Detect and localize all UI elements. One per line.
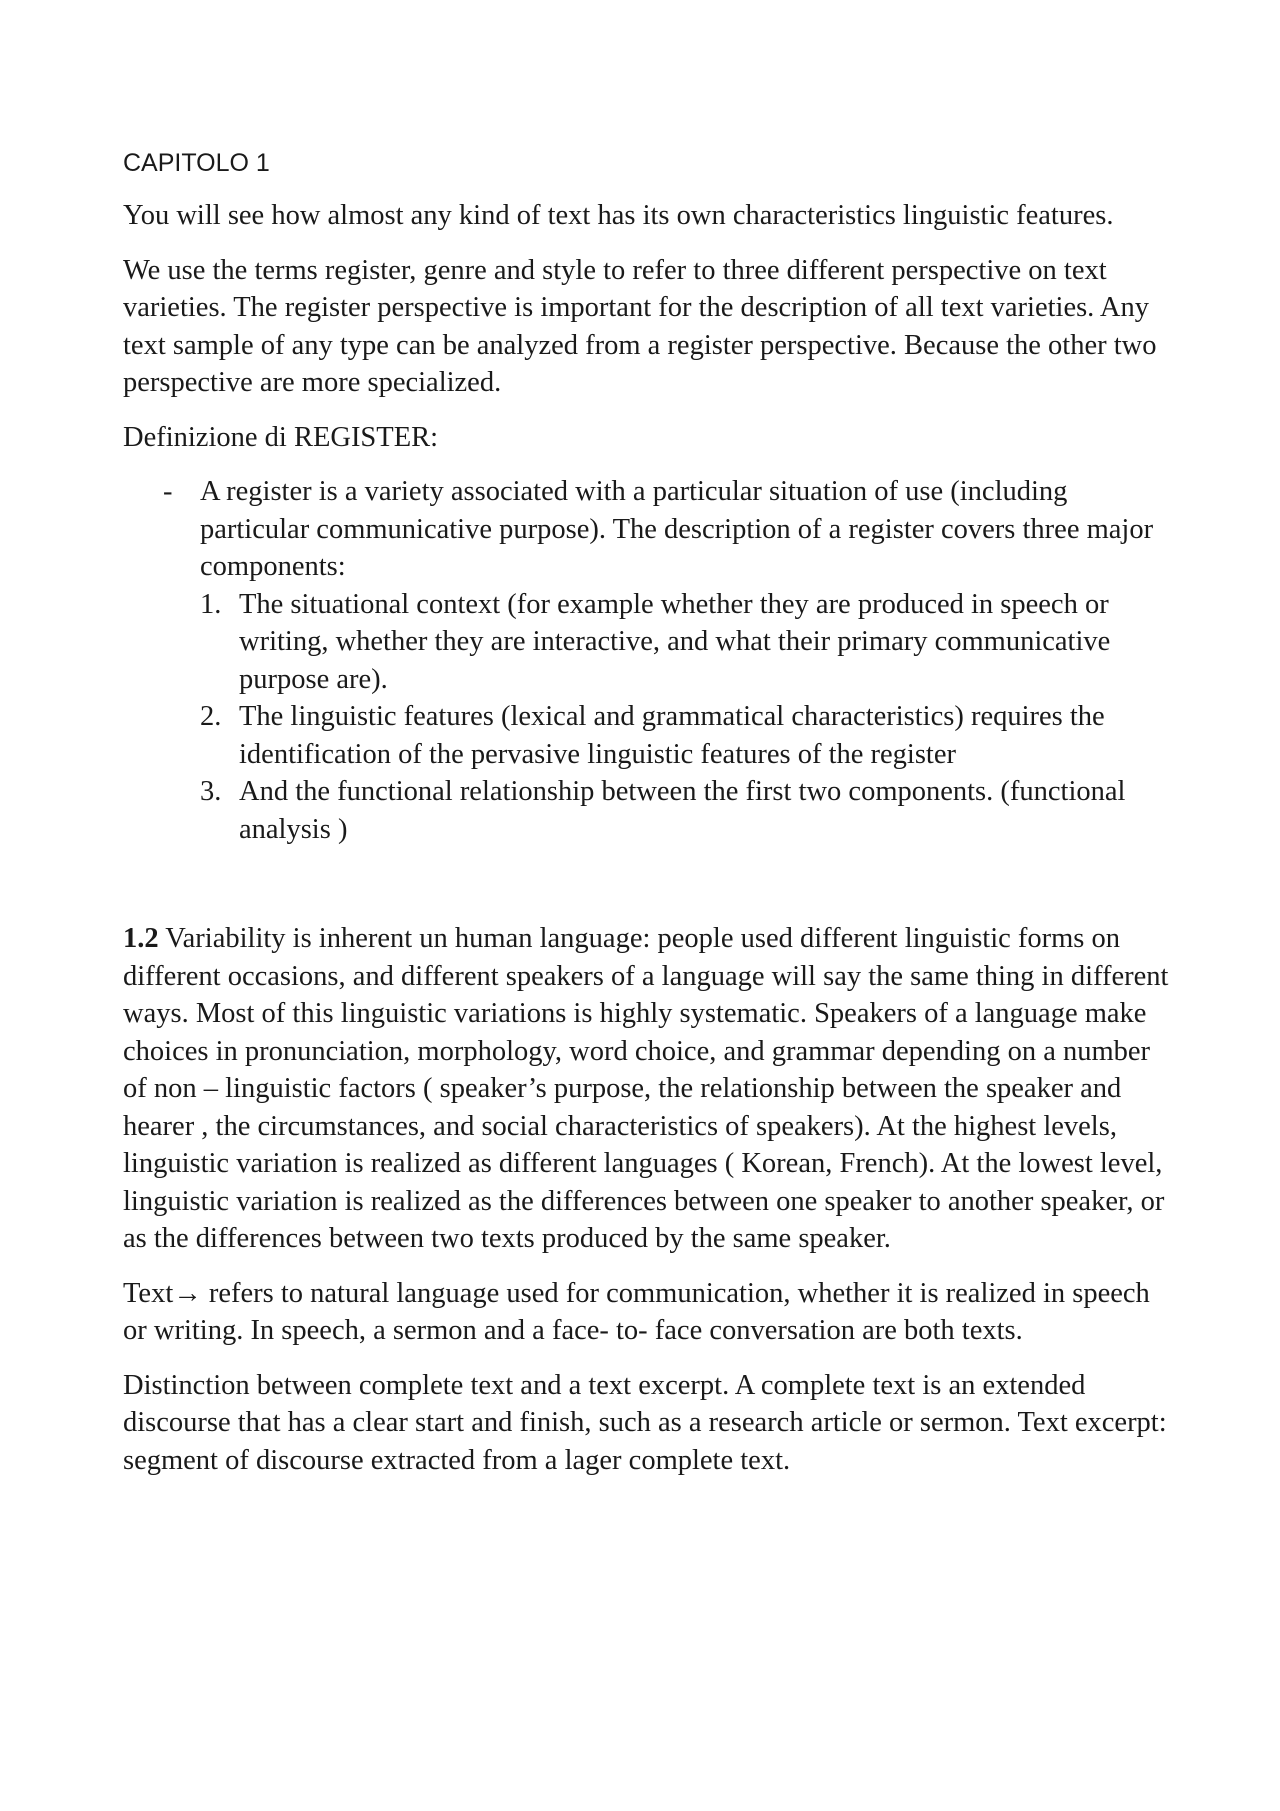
section-spacer: [123, 848, 1173, 920]
section-1-2-paragraph: [123, 920, 1173, 1258]
dash-bullet-marker: -: [163, 476, 173, 507]
register-bullet-item: [123, 473, 1173, 848]
perspectives-paragraph: We use the terms register, genre and style to refer to three different perspective on text varieties. The register perspective is important for the description of all text varieties. Any text sample of any type can be analyzed from a register perspective. Because the other two perspective are more specialized.: [123, 254, 1157, 398]
text-definition-paragraph: Text→ refers to natural language used for communication, whether it is realized in speech or writing. In speech, a sermon and a face- to- face conversation are both texts.: [123, 1277, 1150, 1346]
section-number: 1.2: [123, 923, 159, 954]
component-text: The situational context (for example whether they are produced in speech or writing, whether they are interactive, and what their primary communicative purpose are).: [239, 588, 1111, 695]
component-number: 3.: [200, 776, 222, 807]
component-number: 2.: [200, 701, 222, 732]
distinction-paragraph: Distinction between complete text and a text excerpt. A complete text is an extended discourse that has a clear start and finish, such as a research article or sermon. Text excerpt: segment of discourse extracted from a lager complete text.: [123, 1369, 1167, 1476]
component-text: The linguistic features (lexical and grammatical characteristics) requires the identification of the pervasive linguistic features of the register: [239, 701, 1105, 770]
intro-paragraph: You will see how almost any kind of text has its own characteristics linguistic features.: [123, 200, 1114, 231]
register-bullet-list: [123, 473, 1173, 848]
component-text: And the functional relationship between the first two components. (functional analysis ): [239, 776, 1126, 845]
definition-heading: Definizione di REGISTER:: [123, 421, 439, 453]
register-bullet-text: A register is a variety associated with a particular situation of use (including particular communicative purpose). The description of a register covers three major components:: [200, 476, 1154, 582]
component-item: [200, 773, 1173, 848]
component-number: 1.: [200, 588, 222, 620]
chapter-title: CAPITOLO 1: [123, 149, 270, 177]
components-list: [200, 586, 1173, 849]
component-item: [200, 586, 1173, 699]
page-content: [123, 148, 1173, 1496]
section-1-2-text: Variability is inherent un human language: people used different linguistic forms on different occasions, and different speakers of a language will say the same thing in different ways. Most of this linguistic variations is highly systematic. Speakers of a language make choices in pronunciation, morphology, word choice, and grammar depending on a number of non – linguistic factors ( speaker’s purpose, the relationship between the speaker and hearer , the circumstances, and social characteristics of speakers). At the highest levels, linguistic variation is realized as different languages ( Korean, French). At the lowest level, linguistic variation is realized as the differences between one speaker to another speaker, or as the differences between two texts produced by the same speaker.: [123, 923, 1169, 1254]
component-item: [200, 698, 1173, 773]
